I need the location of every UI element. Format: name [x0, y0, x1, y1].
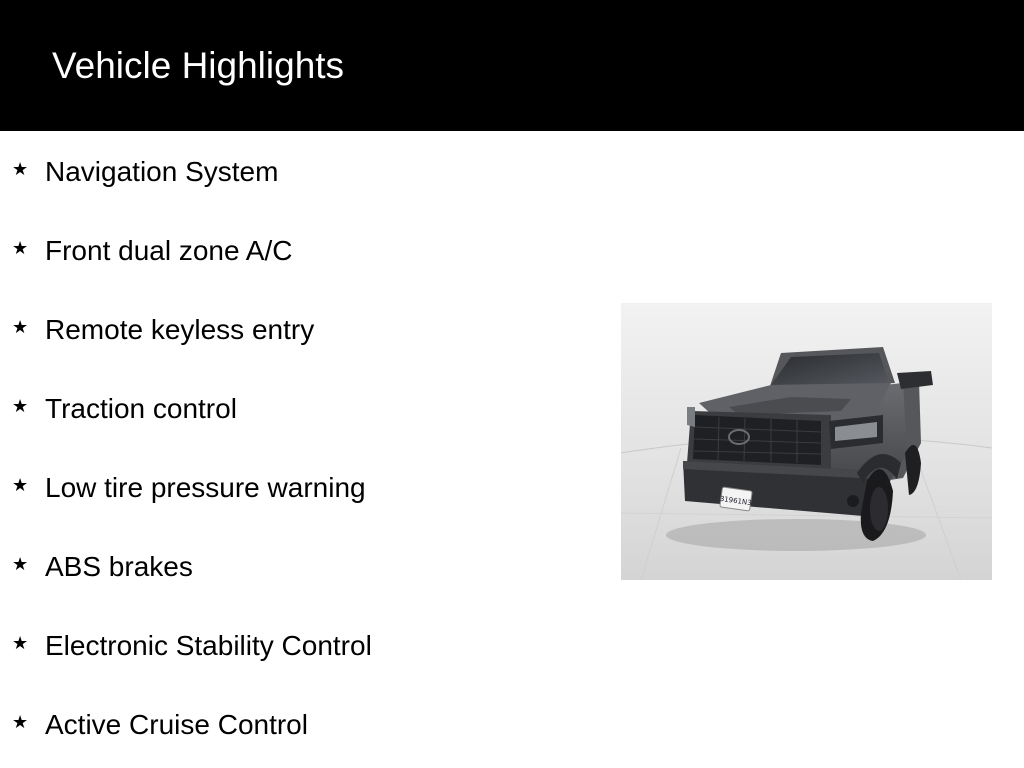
feature-label: Navigation System [45, 156, 279, 187]
license-plate-text: 31961N3 [719, 494, 753, 508]
feature-label: Active Cruise Control [45, 709, 308, 740]
star-icon: ★ [12, 317, 29, 337]
star-icon: ★ [12, 712, 29, 732]
page-title: Vehicle Highlights [52, 45, 345, 86]
truck-illustration [621, 303, 992, 580]
vehicle-photo [621, 303, 992, 580]
header-bar [0, 0, 1024, 131]
feature-label: Front dual zone A/C [45, 235, 293, 266]
feature-label: Electronic Stability Control [45, 630, 372, 661]
star-icon: ★ [12, 238, 29, 258]
feature-label: ABS brakes [45, 551, 193, 582]
star-icon: ★ [12, 396, 29, 416]
star-icon: ★ [12, 633, 29, 653]
star-icon: ★ [12, 475, 29, 495]
feature-label: Remote keyless entry [45, 314, 315, 345]
star-icon: ★ [12, 554, 29, 574]
star-icon: ★ [12, 159, 29, 179]
feature-label: Traction control [45, 393, 237, 424]
feature-label: Low tire pressure warning [45, 472, 366, 503]
